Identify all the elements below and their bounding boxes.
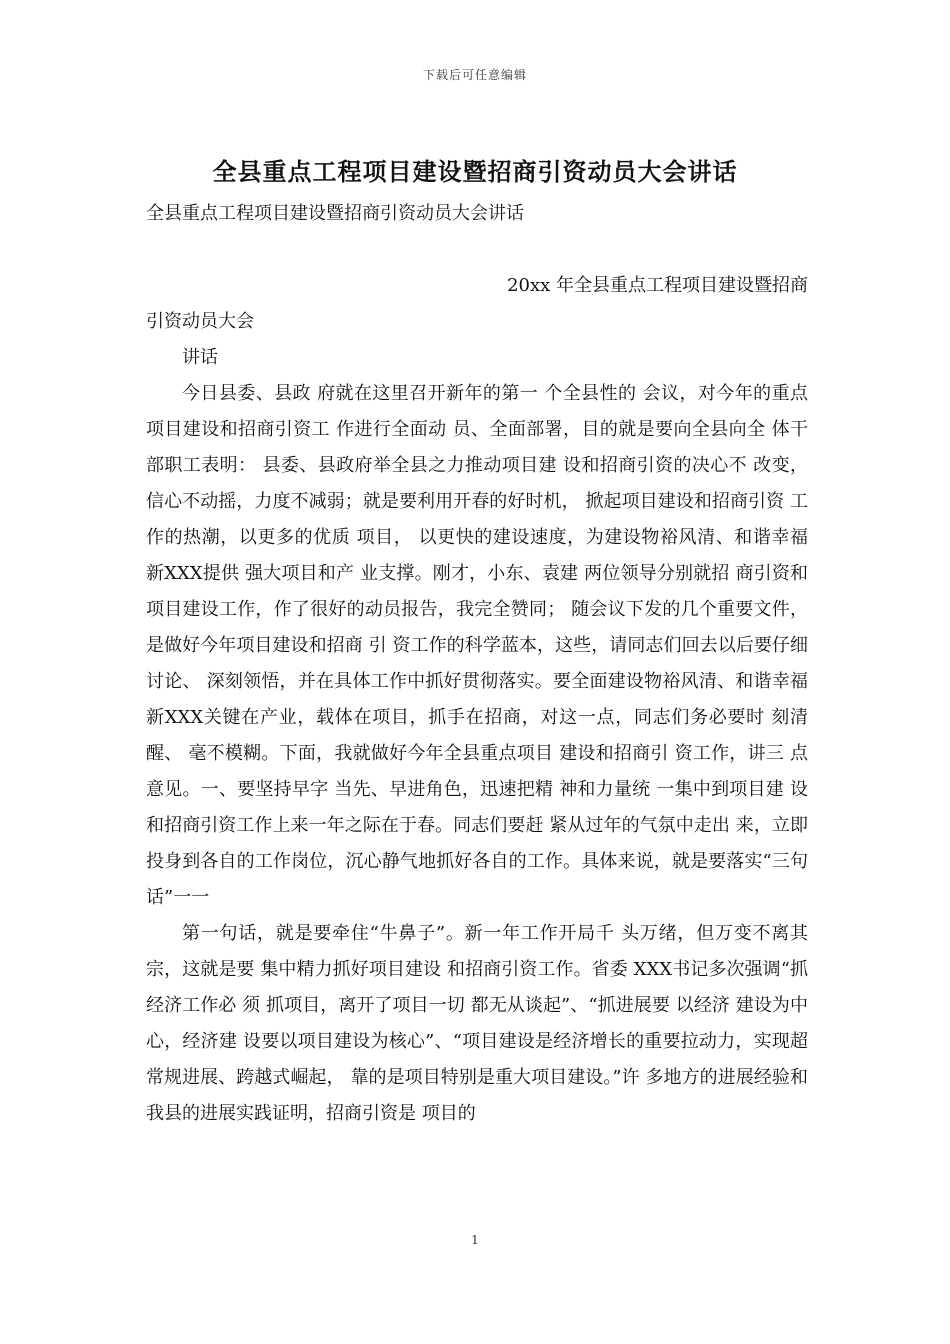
body-paragraph: 第一句话，就是要牵住“牛鼻子”。新一年工作开局千 头万绪，但万变不离其宗，这就是要 集中精力抓好项目建设 和招商引资工作。省委 XXX书记多次强调“抓经济工作必 须 抓项目，离开了项目一切 都无从谈起”、“抓进展要 以经济 建设为中心，经济建 设要以项目建设为核心”、“项目建设是经济增长的重要拉动力，实现超常规进展、跨越式崛起， 靠的是项目特别是重大项目建设。”许 多地方的进展经验和 我县的进展实践证明，招商引资是 项目的 — [146, 923, 808, 1124]
document-title: 全县重点工程项目建设暨招商引资动员大会讲话 — [212, 157, 738, 186]
event-line: 20xx 年全县重点工程项目建设暨招商 — [507, 275, 808, 296]
page-number: 1 — [471, 1233, 479, 1247]
body-paragraph: 今日县委、县政 府就在这里召开新年的第一 个全县性的 会议，对今年的重点项目建设和招商引资工 作进行全面动 员、全面部署，目的就是要向全县向全 体干部职工表明： 县委、县政府举全县之力推动项目建 设和招商引资的决心不 改变，信心不动摇，力度不减弱；就是要利用开春的好时机， 掀起项目建设和招商引资 工作的热潮，以更多的优质 项目， 以更快的建设速度，为建设物裕风清、和谐幸福 新XXX提供 强大项目和产 业支撑。刚才，小东、袁建 两位领导分别就招 商引资和项目建设工作，作了很好的动员报告，我完全赞同； 随会议下发的几个重要文件， 是做好今年项目建设和招商 引 资工作的科学蓝本，这些，请同志们回去以后要仔细 讨论、 深刻领悟，并在具体工作中抓好贯彻落实。要全面建设物裕风清、和谐幸福新XXX关键在产业，载体在项目，抓手在招商，对这一点，同志们务必要时 刻清醒、 毫不模糊。下面，我就做好今年全县重点项目 建设和招商引 资工作，讲三 点意见。一、要坚持早字 当先、早进角色，迅速把精 神和力量统 一集中到项目建 设和招商引资工作上来一年之际在于春。同志们要赶 紧从过年的气氛中走出 来，立即投身到各自的工作岗位，沉心静气地抓好各自的工作。具体来说，就是要落实“三句话”一一 — [146, 383, 808, 908]
document-body — [146, 196, 808, 1132]
event-line-continued: 引资动员大会 — [146, 311, 254, 332]
speech-label: 讲话 — [182, 347, 218, 368]
document-subtitle: 全县重点工程项目建设暨招商引资动员大会讲话 — [146, 203, 524, 224]
page-header-note: 下载后可任意编辑 — [422, 68, 527, 82]
